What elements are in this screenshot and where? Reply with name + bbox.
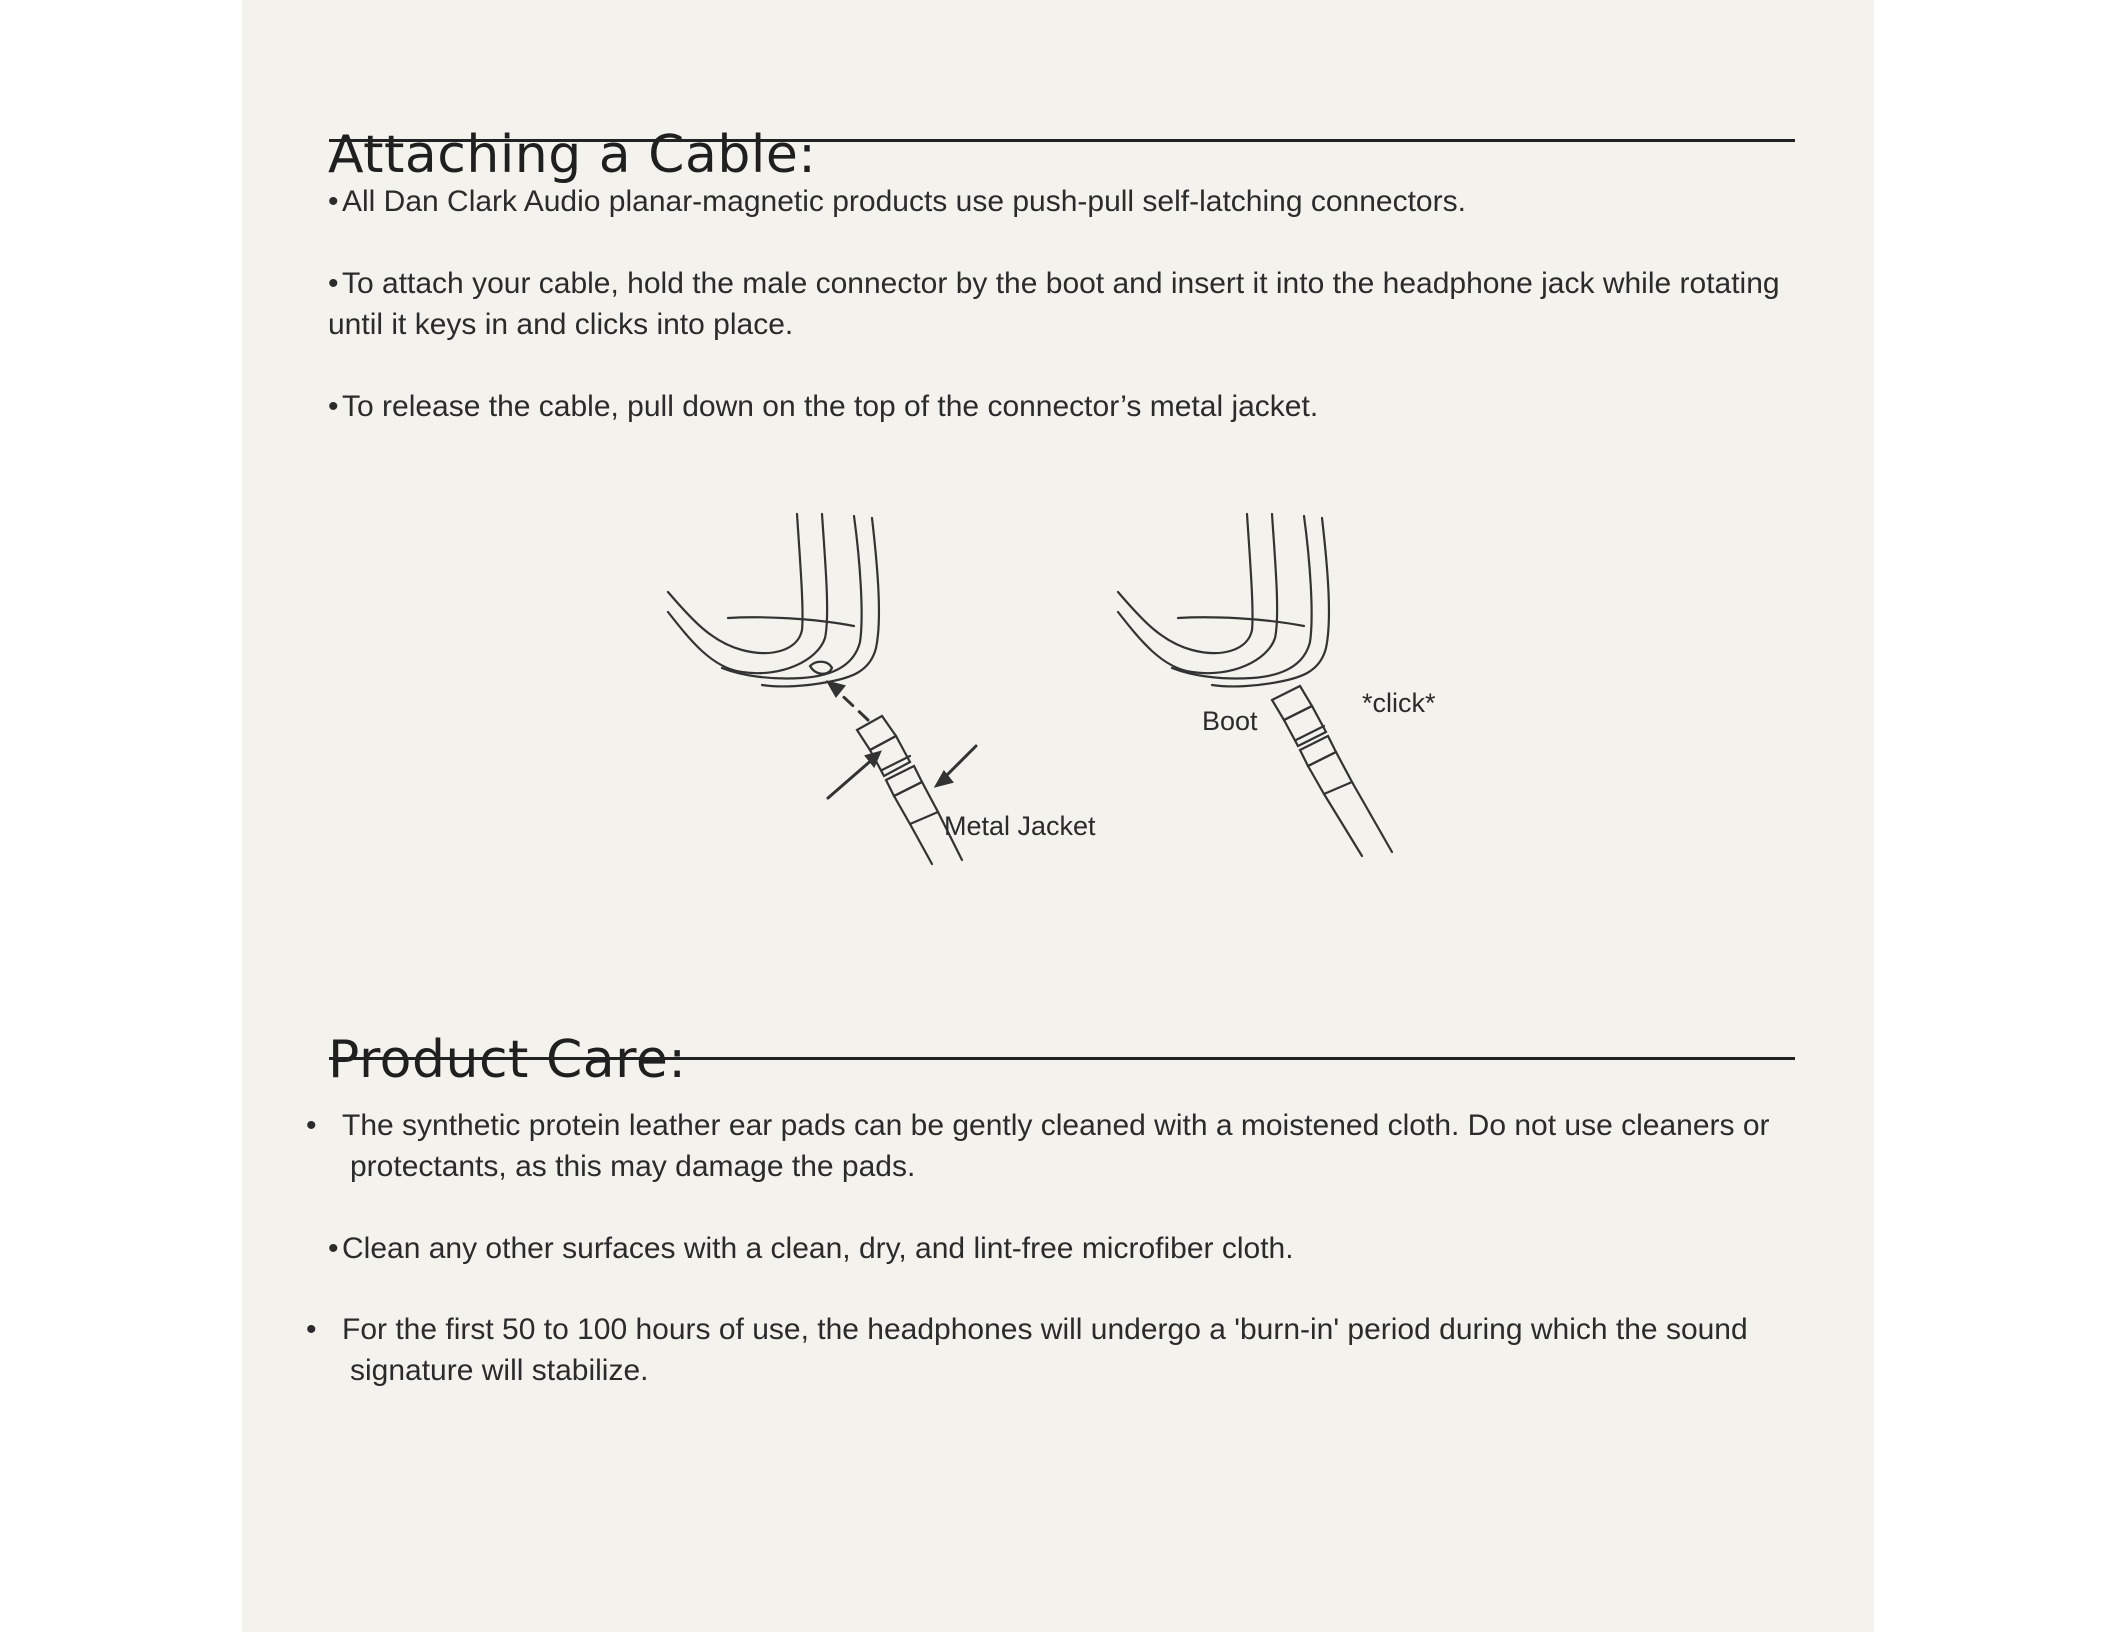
bullet-text: For the first 50 to 100 hours of use, the headphones will undergo a 'burn-in' period during which the sound signature will stabilize.: [342, 1313, 1748, 1387]
bullet-dot: •: [306, 1313, 317, 1346]
bullet-dot: •: [306, 1109, 317, 1142]
callout-click-label: *click*: [1362, 688, 1436, 718]
bullet-dot: •: [328, 390, 339, 423]
bullet-dot: •: [328, 185, 339, 218]
bullet-text: To release the cable, pull down on the top of the connector’s metal jacket.: [342, 390, 1319, 423]
bullet-dot: •: [328, 267, 339, 300]
callout-arrow-metal-jacket-icon: [828, 752, 880, 798]
callout-arrow-boot-icon: [936, 746, 976, 786]
insert-arrow-icon: [828, 682, 868, 720]
manual-page: [242, 0, 1874, 1632]
bullet-connectors: [328, 181, 1808, 222]
section-title-product-care: Product Care:: [328, 1030, 687, 1091]
bullet-text: To attach your cable, hold the male connector by the boot and insert it into the headphone jack while rotating until it keys in and clicks into place.: [328, 267, 1780, 341]
bullet-ear-pads: [306, 1105, 1810, 1187]
bullet-dot: •: [328, 1232, 339, 1265]
section-rule: [329, 1057, 1795, 1060]
bullet-attach: [328, 263, 1798, 345]
bullet-text: All Dan Clark Audio planar-magnetic products use push-pull self-latching connectors.: [342, 185, 1466, 218]
section-title-attaching-cable: Attaching a Cable:: [328, 125, 817, 186]
callout-boot: Boot: [1202, 706, 1258, 736]
bullet-text: The synthetic protein leather ear pads can be gently cleaned with a moistened cloth. Do not use cleaners or protectants, as this may damage the pads.: [342, 1109, 1770, 1183]
bullet-surfaces: [328, 1228, 1808, 1269]
bullet-release: [328, 386, 1808, 427]
headphone-earcup-right-icon: [1118, 514, 1329, 686]
bullet-text: Clean any other surfaces with a clean, dry, and lint-free microfiber cloth.: [342, 1232, 1294, 1265]
bullet-burn-in: [306, 1309, 1820, 1391]
cable-attach-illustration: [632, 500, 1502, 870]
section-rule: [329, 139, 1795, 142]
callout-metal-jacket: Metal Jacket: [944, 811, 1096, 841]
headphone-earcup-left-icon: [668, 514, 879, 686]
